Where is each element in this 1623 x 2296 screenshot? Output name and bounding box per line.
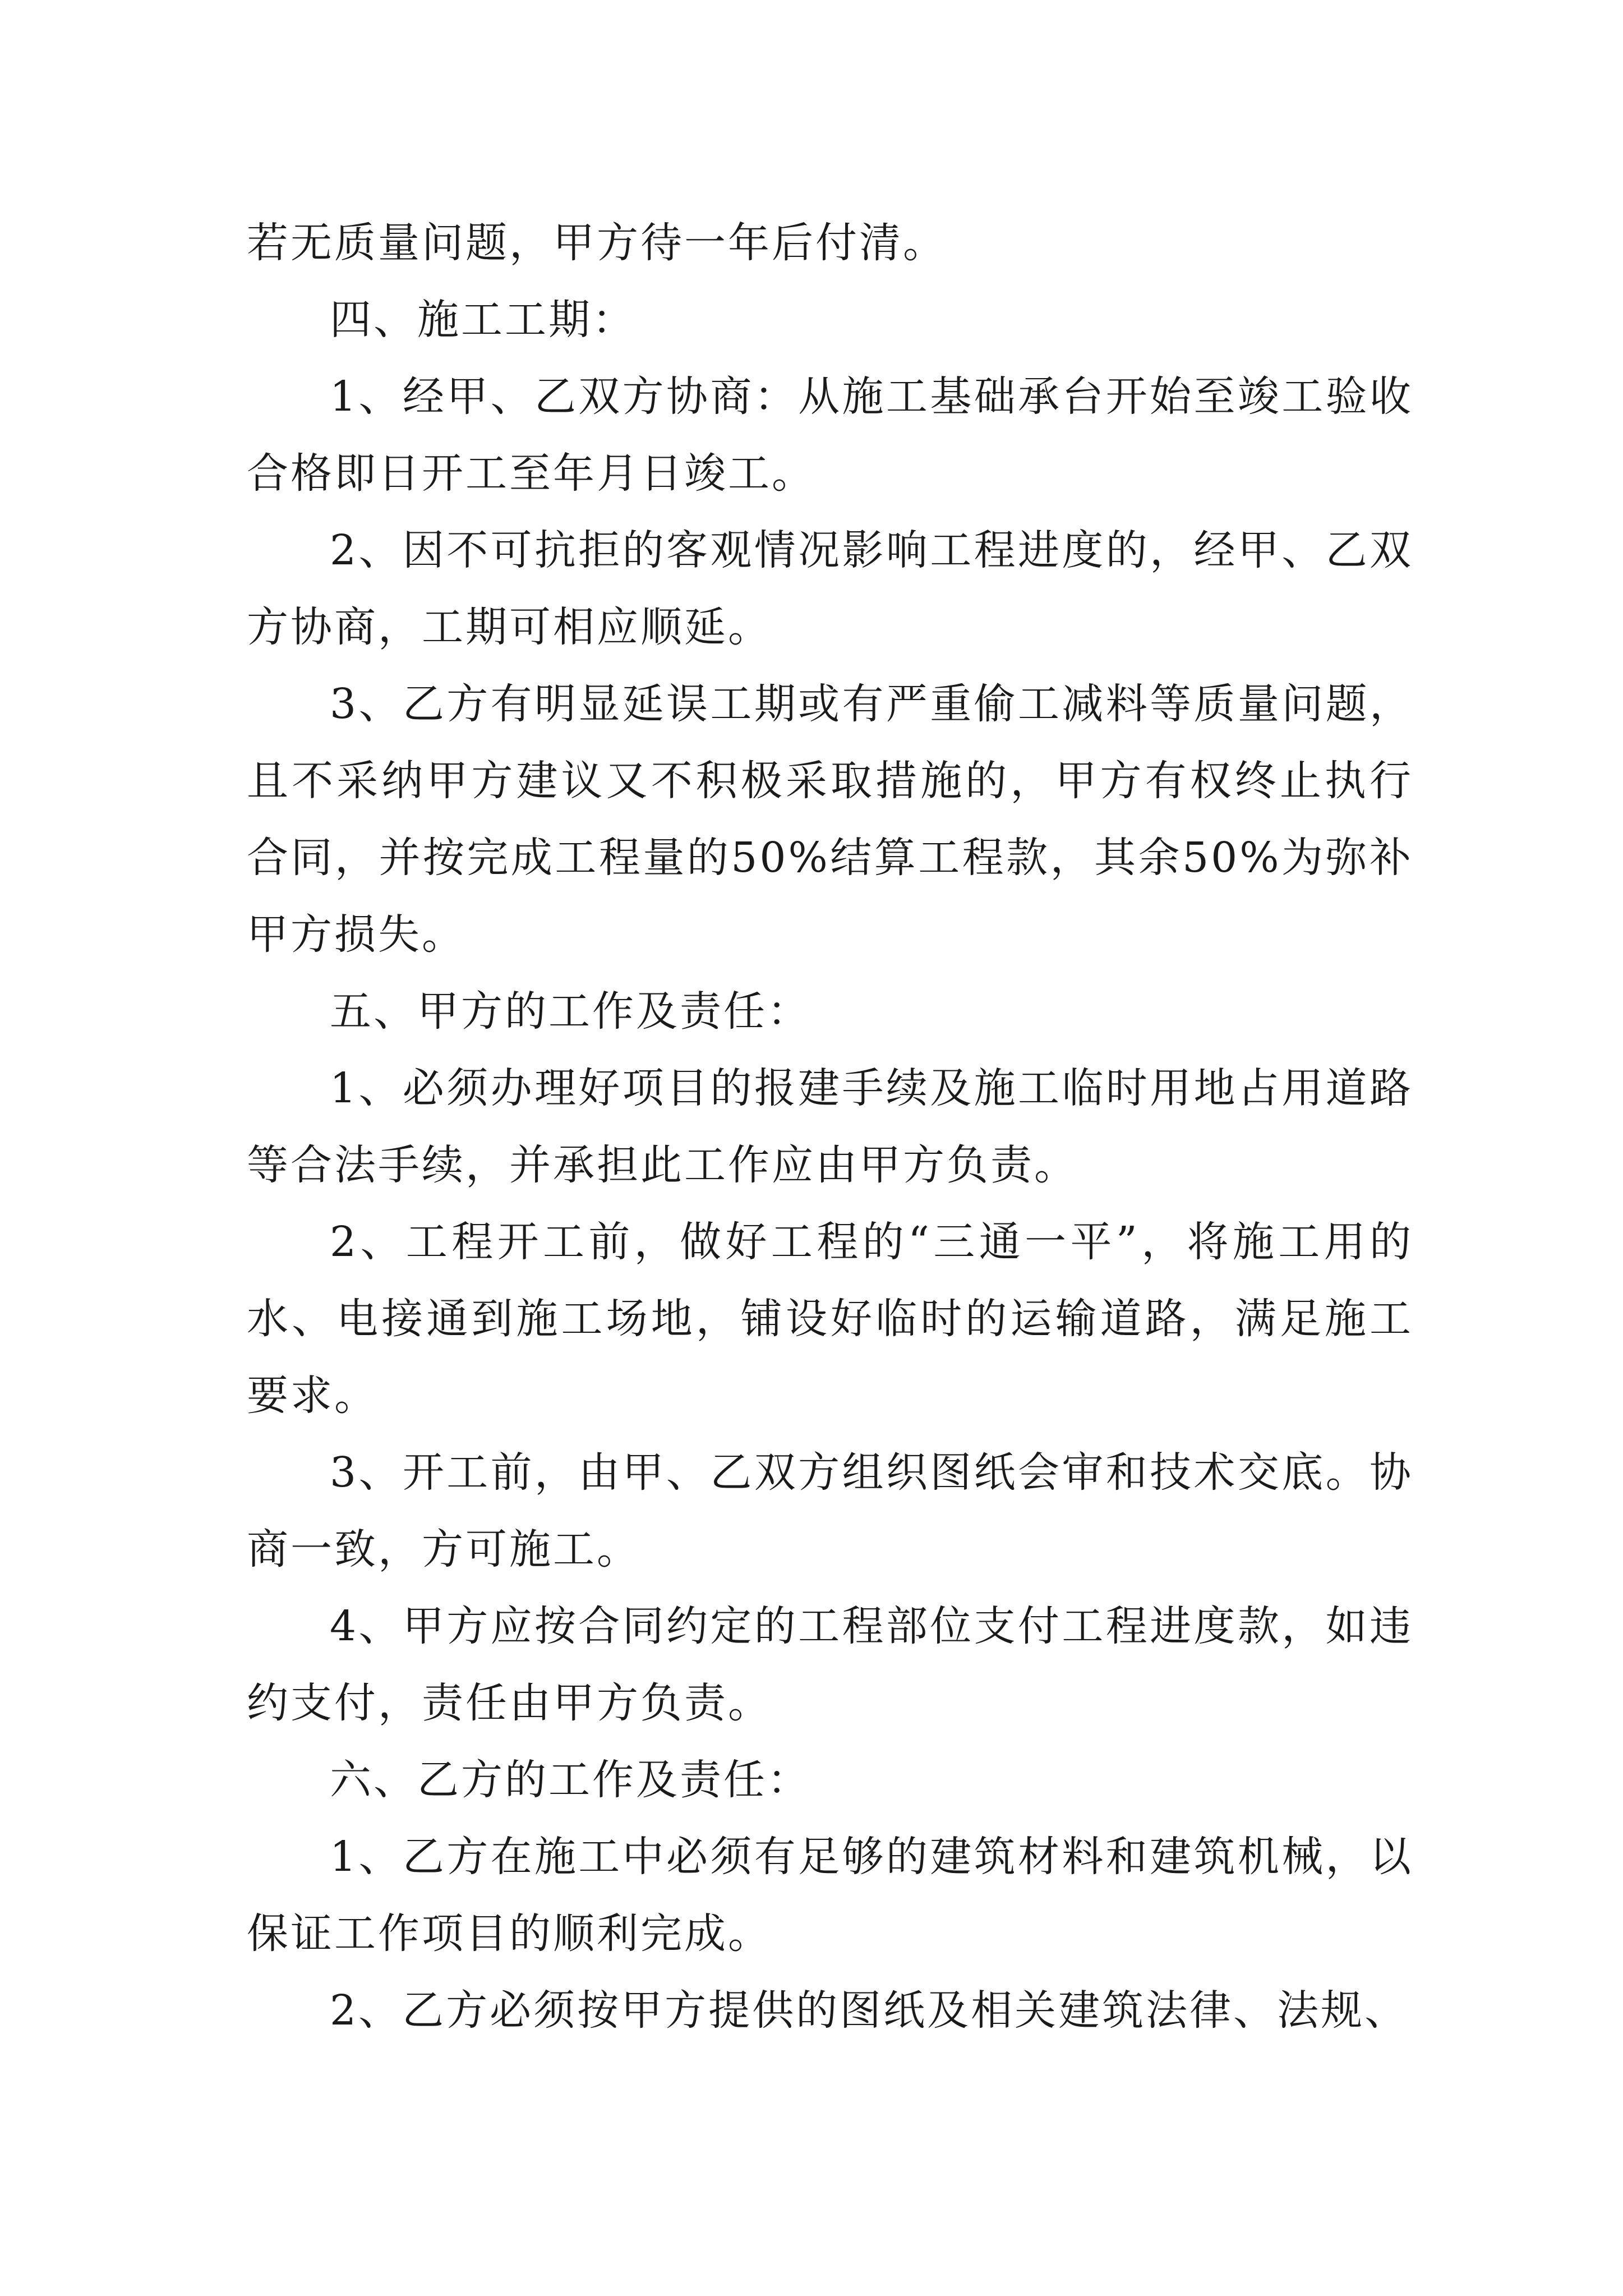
paragraph-1: 若无质量问题，甲方待一年后付清。: [247, 219, 947, 267]
paragraph-8: 4、甲方应按合同约定的工程部位支付工程进度款，如违约支付，责任由甲方负责。: [247, 1602, 1413, 1727]
paragraph-10: 2、乙方必须按甲方提供的图纸及相关建筑法律、法规、: [330, 1986, 1409, 2035]
paragraph-6: 2、工程开工前，做好工程的“三通一平”，将施工用的水、电接通到施工场地，铺设好临时的运输道路，满足施工要求。: [247, 1218, 1413, 1420]
paragraph-5: 1、必须办理好项目的报建手续及施工临时用地占用道路等合法手续，并承担此工作应由甲方负责。: [247, 1064, 1413, 1189]
section-heading-6: 六、乙方的工作及责任：: [330, 1756, 811, 1804]
section-heading-5: 五、甲方的工作及责任：: [330, 987, 811, 1036]
paragraph-2: 1、经甲、乙双方协商：从施工基础承台开始至竣工验收合格即日开工至年月日竣工。: [247, 372, 1413, 498]
paragraph-7: 3、开工前，由甲、乙双方组织图纸会审和技术交底。协商一致，方可施工。: [247, 1448, 1413, 1573]
paragraph-3: 2、因不可抗拒的客观情况影响工程进度的，经甲、乙双方协商，工期可相应顺延。: [247, 526, 1413, 651]
paragraph-9: 1、乙方在施工中必须有足够的建筑材料和建筑机械，以保证工作项目的顺利完成。: [247, 1833, 1413, 1958]
paragraph-4: 3、乙方有明显延误工期或有严重偷工减料等质量问题，且不采纳甲方建议又不积极采取措施的，甲方有权终止执行合同，并按完成工程量的50%结算工程款，其余50%为弥补甲方损失。: [247, 680, 1413, 959]
section-heading-4: 四、施工工期：: [330, 296, 636, 344]
document-body: [247, 205, 1413, 2049]
